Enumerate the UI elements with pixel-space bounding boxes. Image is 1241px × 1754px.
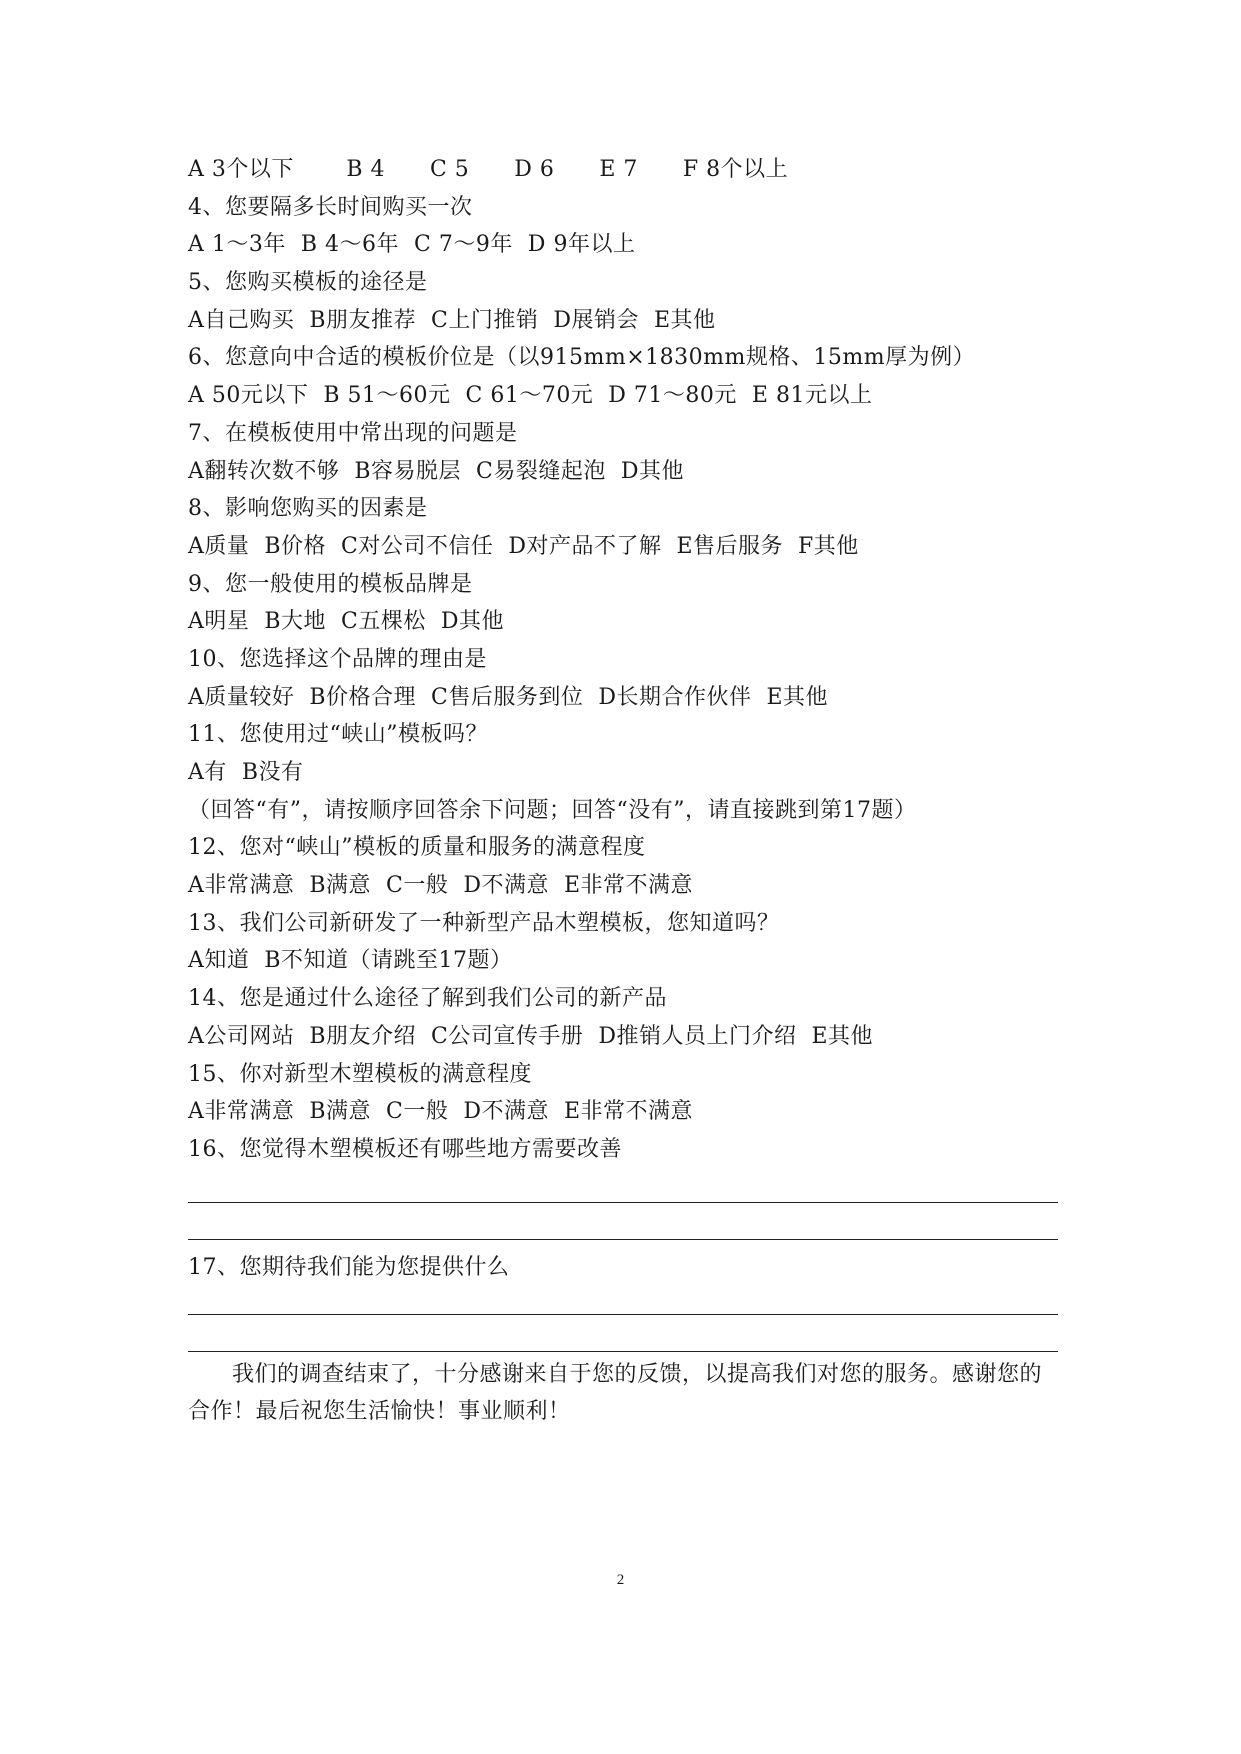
q14-options: A公司网站 B朋友介绍 C公司宣传手册 D推销人员上门介绍 E其他 bbox=[188, 1023, 874, 1049]
q17-answer-line-1[interactable] bbox=[188, 1314, 1058, 1315]
q16-question: 16、您觉得木塑模板还有哪些地方需要改善 bbox=[188, 1136, 622, 1162]
q5-question: 5、您购买模板的途径是 bbox=[188, 270, 428, 296]
q8-question: 8、影响您购买的因素是 bbox=[188, 496, 428, 522]
q15-question: 15、你对新型木塑模板的满意程度 bbox=[188, 1061, 532, 1087]
q8-options: A质量 B价格 C对公司不信任 D对产品不了解 E售后服务 F其他 bbox=[188, 533, 859, 559]
q17-question: 17、您期待我们能为您提供什么 bbox=[188, 1255, 510, 1280]
q5-options: A自己购买 B朋友推荐 C上门推销 D展销会 E其他 bbox=[188, 307, 716, 333]
q11-instruction: （回答“有”，请按顺序回答余下问题；回答“没有”，请直接跳到第17题） bbox=[188, 797, 917, 823]
q7-options: A翻转次数不够 B容易脱层 C易裂缝起泡 D其他 bbox=[188, 458, 684, 484]
q4-question: 4、您要隔多长时间购买一次 bbox=[188, 194, 473, 220]
q17-answer-line-2[interactable] bbox=[188, 1351, 1058, 1352]
q16-answer-line-2[interactable] bbox=[188, 1239, 1058, 1240]
q3-options: A 3个以下 B 4 C 5 D 6 E 7 F 8个以上 bbox=[188, 157, 789, 182]
q9-question: 9、您一般使用的模板品牌是 bbox=[188, 571, 473, 597]
q11-question: 11、您使用过“峡山”模板吗？ bbox=[188, 722, 488, 748]
q11-options: A有 B没有 bbox=[188, 760, 304, 785]
q13-options: A知道 B不知道（请跳至17题） bbox=[188, 948, 513, 974]
q6-question: 6、您意向中合适的模板价位是（以915mm×1830mm规格、15mm厚为例） bbox=[188, 345, 976, 371]
q12-options: A非常满意 B满意 C一般 D不满意 E非常不满意 bbox=[188, 873, 694, 899]
q15-options: A非常满意 B满意 C一般 D不满意 E非常不满意 bbox=[188, 1099, 694, 1125]
q9-options: A明星 B大地 C五棵松 D其他 bbox=[188, 609, 504, 635]
q7-question: 7、在模板使用中常出现的问题是 bbox=[188, 420, 518, 446]
q10-question: 10、您选择这个品牌的理由是 bbox=[188, 646, 487, 672]
page-number: 2 bbox=[616, 1572, 625, 1588]
closing-paragraph: 我们的调查结束了，十分感谢来自于您的反馈，以提高我们对您的服务。感谢您的合作！最后祝您生活愉快！事业顺利！ bbox=[188, 1362, 1043, 1424]
q13-question: 13、我们公司新研发了一种新型产品木塑模板，您知道吗？ bbox=[188, 910, 780, 936]
q4-options: A 1～3年 B 4～6年 C 7～9年 D 9年以上 bbox=[188, 232, 636, 258]
q6-options: A 50元以下 B 51～60元 C 61～70元 D 71～80元 E 81元以上 bbox=[188, 383, 873, 409]
questionnaire-body bbox=[188, 151, 1058, 1169]
q16-answer-line-1[interactable] bbox=[188, 1202, 1058, 1203]
q14-question: 14、您是通过什么途径了解到我们公司的新产品 bbox=[188, 986, 667, 1012]
q12-question: 12、您对“峡山”模板的质量和服务的满意程度 bbox=[188, 835, 646, 861]
q10-options: A质量较好 B价格合理 C售后服务到位 D长期合作伙伴 E其他 bbox=[188, 684, 829, 710]
